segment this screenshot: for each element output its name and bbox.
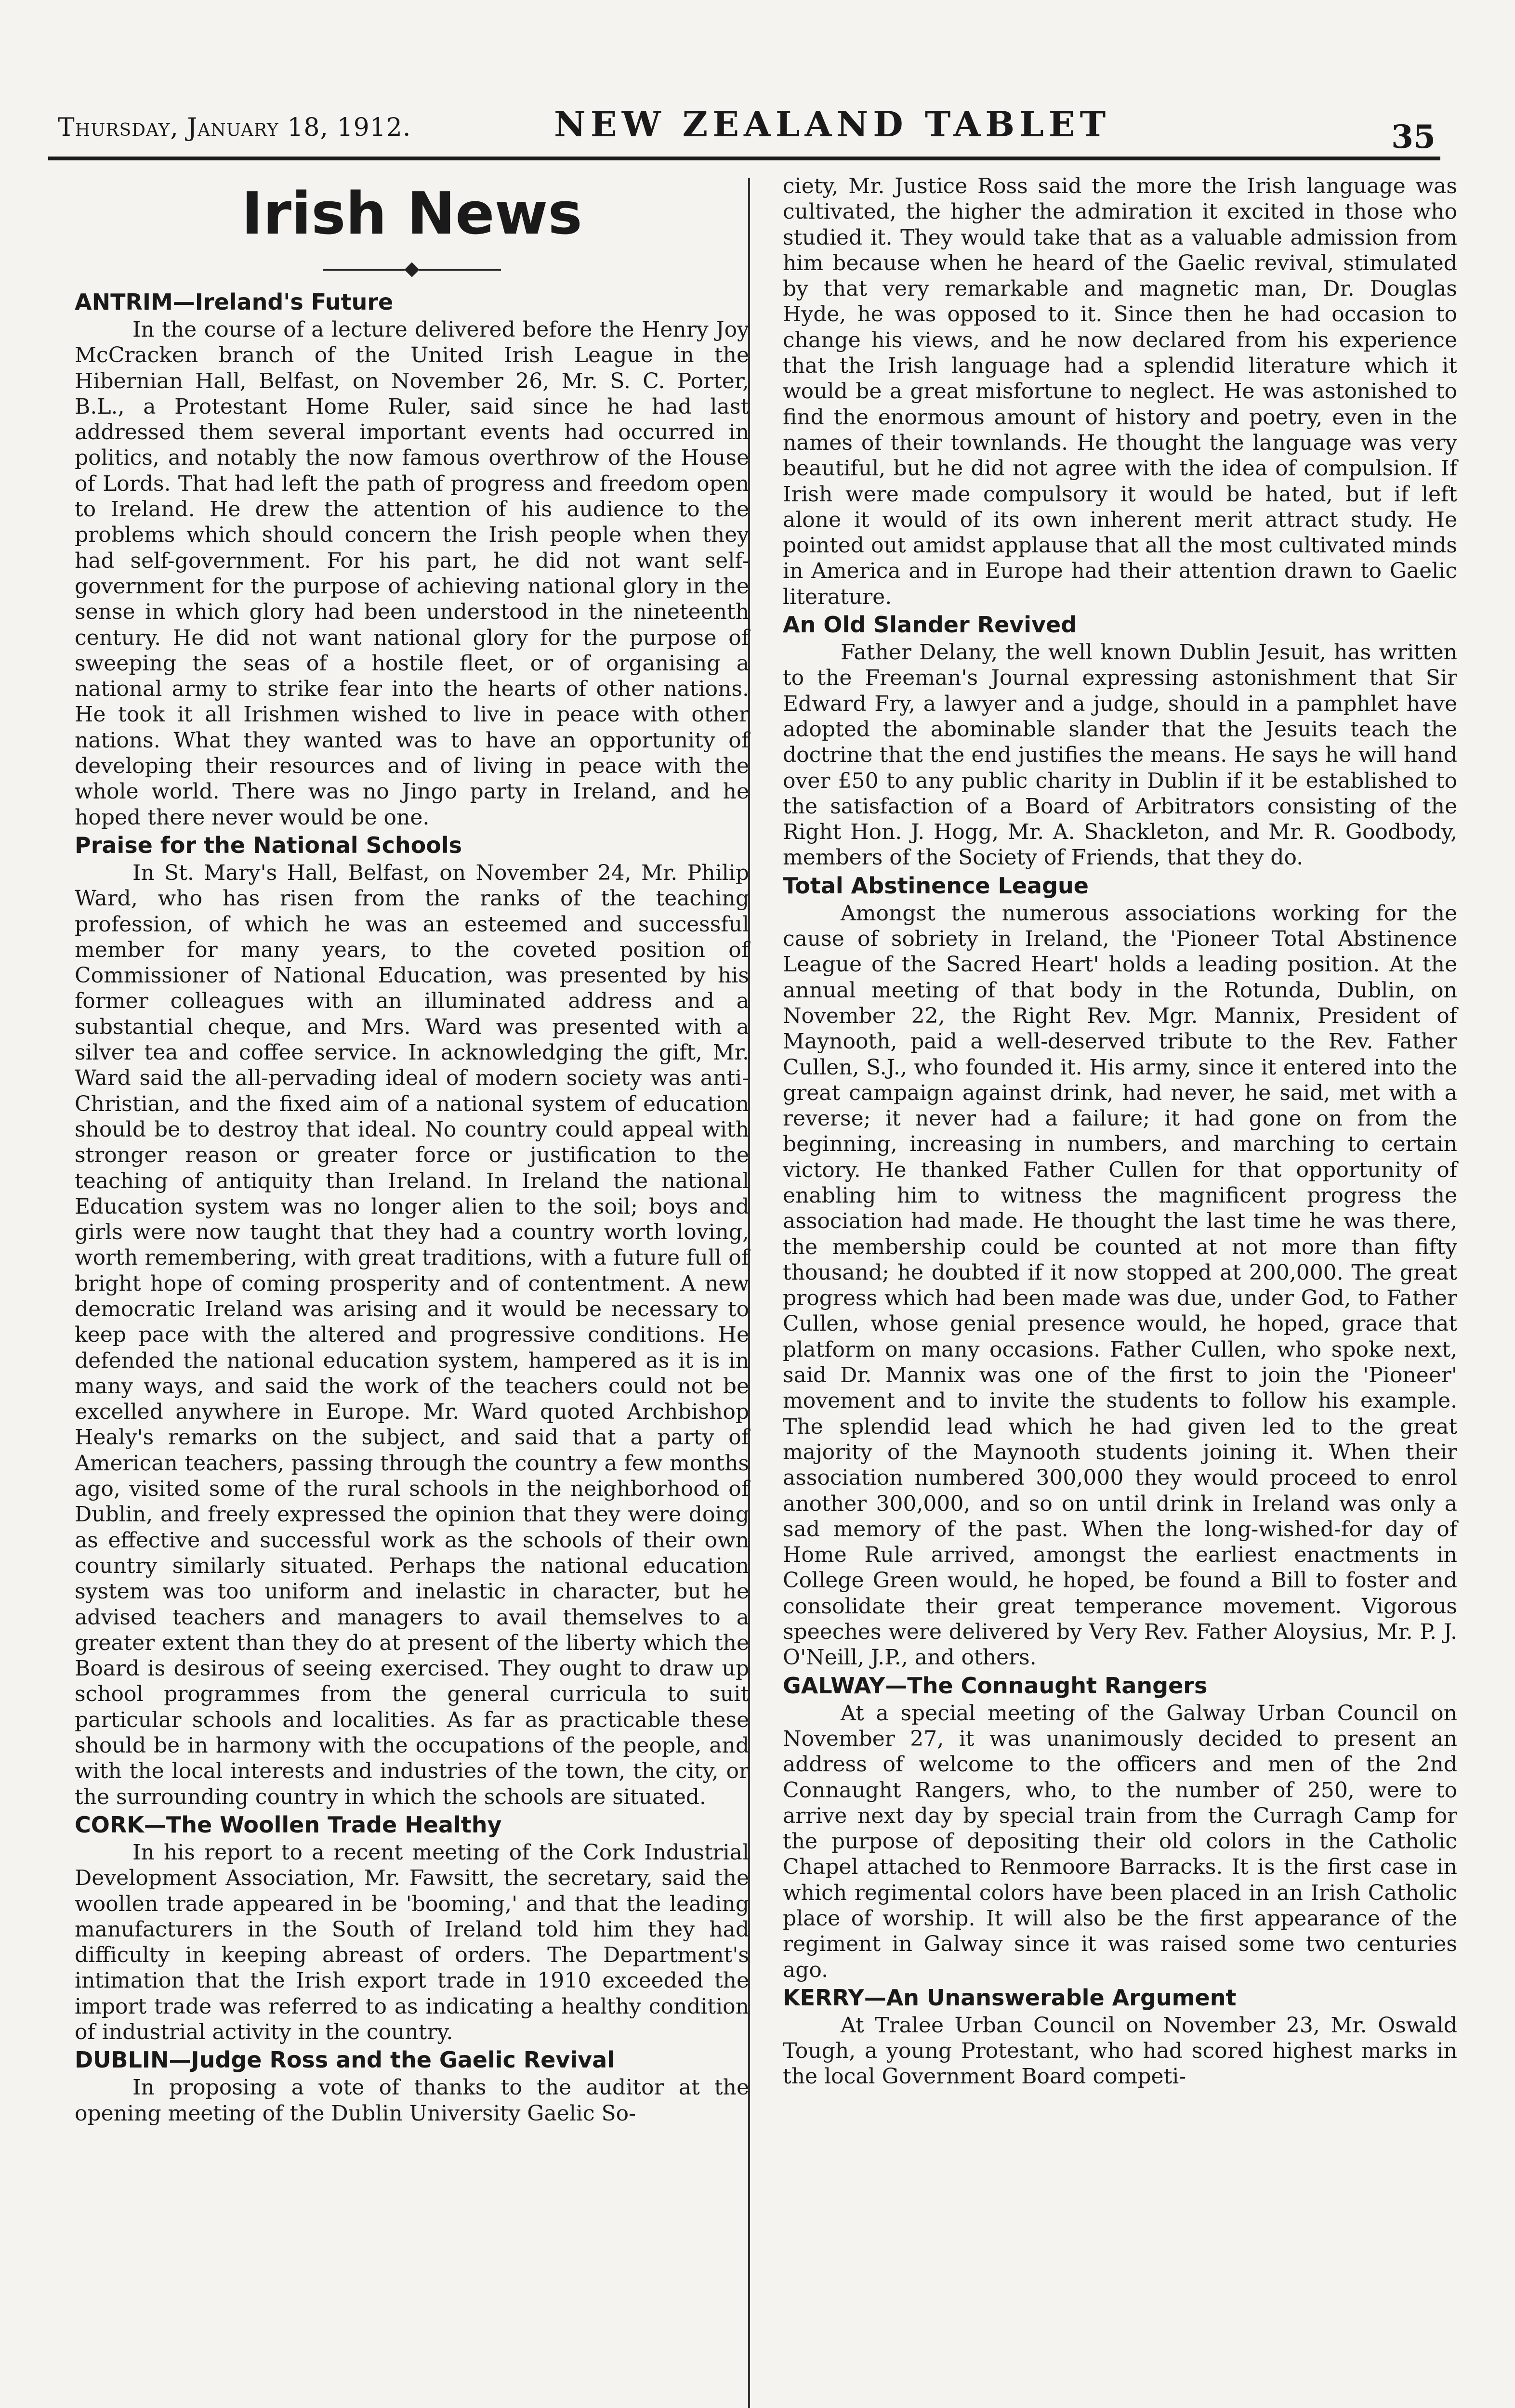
article-heading-abstinence: Total Abstinence League [783, 872, 1089, 899]
article-body-cork: In his report to a recent meeting of the Cork Industrial Development Association, Mr. Fawsitt, the secretary, said the woollen trade appeared in be 'booming,' and that the leading manufacturers in the South of Ireland told him they had difficulty in keeping abreast of orders. The Department's intimation that the Irish export trade in 1910 exceeded the import trade was referred to as indicating a healthy condition of industrial activity in the country. [75, 1840, 749, 2044]
page-number: 35 [1391, 118, 1436, 156]
article-heading-national-schools: Praise for the National Schools [75, 832, 462, 858]
article-heading-old-slander: An Old Slander Revived [783, 612, 1077, 638]
publication-title: NEW ZEALAND TABLET [554, 104, 1111, 144]
issue-date: Thursday, January 18, 1912. [58, 113, 411, 142]
article-body-galway: At a special meeting of the Galway Urban Council on November 27, it was unanimously decided to present an address of welcome to the officers and men of the 2nd Connaught Rangers, who, to the number of 250, were to arrive next day by special train from the Curragh Camp for the purpose of depositing their old colors in the Catholic Chapel attached to Renmoore Barracks. It is the first case in which regimental colors have been placed in an Irish Catholic place of worship. It will also be the first appearance of the regiment in Galway since it was raised some two centuries ago. [783, 1701, 1457, 1982]
right-column [783, 173, 1457, 2090]
article-heading-dublin: DUBLIN—Judge Ross and the Gaelic Revival [75, 2047, 615, 2073]
article-body-national-schools: In St. Mary's Hall, Belfast, on November 24, Mr. Philip Ward, who has risen from the ranks of the teaching profession, of which he was an esteemed and successful member for many years, to the coveted position of Commissioner of National Education, was presented by his former colleagues with an illuminated address and a substantial cheque, and Mrs. Ward was presented with a silver tea and coffee service. In acknowledging the gift, Mr. Ward said the all-pervading ideal of modern society was anti-Christian, and the fixed aim of a national system of education should be to destroy that ideal. No country could appeal with stronger reason or greater force or justification to the teaching of antiquity than Ireland. In Ireland the national Education system was no longer alien to the soil; boys and girls were now taught that they had a country worth loving, worth remembering, with great traditions, with a future full of bright hope of coming prosperity and of contentment. A new democratic Ireland was arising and it would be necessary to keep pace with the altered and progressive conditions. He defended the national education system, hampered as it is in many ways, and said the work of the teachers could not be excelled anywhere in Europe. Mr. Ward quoted Archbishop Healy's remarks on the subject, and said that a party of American teachers, passing through the country a few months ago, visited some of the rural schools in the neighborhood of Dublin, and freely expressed the opinion that they were doing as effective and successful work as the schools of their own country similarly situated. Perhaps the national education system was too uniform and inelastic in character, but he advised teachers and managers to avail themselves to a greater extent than they do at present of the liberty which the Board is desirous of seeing exercised. They ought to draw up school programmes from the general curricula to suit particular schools and localities. As far as practicable these should be in harmony with the occupations of the people, and with the local interests and industries of the town, the city, or the surrounding country in which the schools are situated. [75, 860, 749, 1809]
article-heading-cork: CORK—The Woollen Trade Healthy [75, 1811, 502, 1838]
article-heading-antrim: ANTRIM—Ireland's Future [75, 289, 394, 315]
article-body-dublin: In proposing a vote of thanks to the auditor at the opening meeting of the Dublin University Gaelic So- [75, 2075, 749, 2126]
page-title: Irish News [241, 181, 582, 248]
article-body-antrim: In the course of a lecture delivered before the Henry Joy McCracken branch of the United Irish League in the Hibernian Hall, Belfast, on November 26, Mr. S. C. Porter, B.L., a Protestant Home Ruler, said since he had last addressed them several important events had occurred in politics, and notably the now famous overthrow of the House of Lords. That had left the path of progress and freedom open to Ireland. He drew the attention of his audience to the problems which should concern the Irish people when they had self-government. For his part, he did not want self-government for the purpose of achieving national glory in the sense in which glory had been understood in the nineteenth century. He did not want national glory for the purpose of sweeping the seas of a hostile fleet, or of organising a national army to strike fear into the hearts of other nations. He took it all Irishmen wished to live in peace with other nations. What they wanted was to have an opportunity of developing their resources and of living in peace with the whole world. There was no Jingo party in Ireland, and he hoped there never would be one. [75, 317, 749, 830]
article-heading-kerry: KERRY—An Unanswerable Argument [783, 1984, 1237, 2011]
left-column [75, 173, 749, 2126]
article-body-abstinence: Amongst the numerous associations working for the cause of sobriety in Ireland, the 'Pioneer Total Abstinence League of the Sacred Heart' holds a leading position. At the annual meeting of that body in the Rotunda, Dublin, on November 22, the Right Rev. Mgr. Mannix, President of Maynooth, paid a well-deserved tribute to the Rev. Father Cullen, S.J., who founded it. His army, since it entered into the great campaign against drink, had never, he said, met with a reverse; it never had a failure; it had gone on from the beginning, increasing in numbers, and marching to certain victory. He thanked Father Cullen for that opportunity of enabling him to witness the magnificent progress the association had made. He thought the last time he was there, the membership could be counted at not more than fifty thousand; he doubted if it now stopped at 200,000. The great progress which had been made was due, under God, to Father Cullen, whose genial presence would, he hoped, grace that platform on many occasions. Father Cullen, who spoke next, said Dr. Mannix was one of the first to join the 'Pioneer' movement and to invite the students to follow his example. The splendid lead which he had given led to the great majority of the Maynooth students joining it. When their association numbered 300,000 they would proceed to enrol another 300,000, and so on until drink in Ireland was only a sad memory of the past. When the long-wished-for day of Home Rule arrived, amongst the earliest enactments in College Green would, he hoped, be found a Bill to foster and consolidate their great temperance movement. Vigorous speeches were delivered by Very Rev. Father Aloysius, Mr. P. J. O'Neill, J.P., and others. [783, 901, 1457, 1670]
article-body-old-slander: Father Delany, the well known Dublin Jesuit, has written to the Freeman's Journal expressing astonishment that Sir Edward Fry, a lawyer and a judge, should in a pamphlet have adopted the abominable slander that the Jesuits teach the doctrine that the end justifies the means. He says he will hand over £50 to any public charity in Dublin if it be established to the satisfaction of a Board of Arbitrators consisting of the Right Hon. J. Hogg, Mr. A. Shackleton, and Mr. R. Goodbody, members of the Society of Friends, that they do. [783, 640, 1457, 870]
article-body-dublin-continued: ciety, Mr. Justice Ross said the more the Irish language was cultivated, the higher the admiration it excited in those who studied it. They would take that as a valuable admission from him because when he heard of the Gaelic revival, stimulated by that very remarkable and magnetic man, Dr. Douglas Hyde, he was opposed to it. Since then he had occasion to change his views, and he now declared from his experience that the Irish language had a splendid literature which it would be a great misfortune to neglect. He was astonished to find the enormous amount of history and poetry, even in the names of their townlands. He thought the language was very beautiful, but he did not agree with the idea of compulsion. If Irish were made compulsory it would be hated, but if left alone it would of its own inherent merit attract study. He pointed out amidst applause that all the most cultivated minds in America and in Europe had their attention drawn to Gaelic literature. [783, 174, 1457, 609]
article-heading-galway: GALWAY—The Connaught Rangers [783, 1672, 1208, 1699]
masthead [48, 84, 1440, 160]
title-ornament [75, 255, 749, 284]
article-body-kerry: At Tralee Urban Council on November 23, Mr. Oswald Tough, a young Protestant, who had scored highest marks in the local Government Board competi- [783, 2013, 1457, 2089]
